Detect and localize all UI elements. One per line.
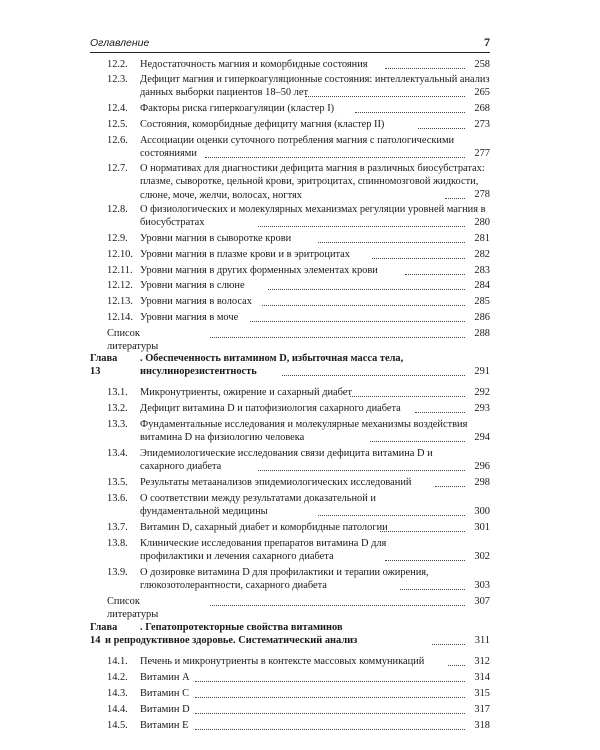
toc-entry-number: 12.5. [107,119,128,130]
toc-entry-number: 13.5. [107,477,128,488]
dot-leader [250,321,465,322]
toc-entry-page: 292 [474,387,490,398]
toc-entry-page: 278 [474,189,490,200]
references-title: Список литературы [107,328,159,353]
running-header [90,36,490,53]
toc-entry-number: 12.8. [107,204,128,215]
dot-leader [385,560,465,561]
dot-leader [305,96,465,97]
dot-leader [195,681,465,682]
chapter-page: 311 [474,635,490,646]
toc-entry-page: 317 [474,704,490,715]
dot-leader [318,515,465,516]
dot-leader [448,665,465,666]
toc-entry-page: 281 [474,233,490,244]
toc-entry-title: Эпидемиологические исследования связи дефицита витамина D и сахарного диабета [140,448,433,473]
toc-entry-page: 293 [474,403,490,414]
toc-entry-title: Витамин A [140,672,190,683]
toc-entry-page: 315 [474,688,490,699]
dot-leader [262,305,465,306]
toc-entry-page: 300 [474,506,490,517]
toc-entry-number: 13.4. [107,448,128,459]
dot-leader [400,589,465,590]
toc-entry-number: 12.12. [107,280,133,291]
toc-entry-page: 265 [474,87,490,98]
dot-leader [435,486,465,487]
toc-entry-page: 280 [474,217,490,228]
toc-entry-title: Витамин E [140,720,189,731]
toc-entry-page: 298 [474,477,490,488]
references-page: 288 [474,328,490,339]
dot-leader [432,644,465,645]
toc-entry-title: Уровни магния в моче [140,312,239,323]
toc-entry-title: Клинические исследования препаратов витамина D для профилактики и лечения сахарного диабета [140,538,387,563]
dot-leader [445,198,465,199]
toc-entry-title: Фундаментальные исследования и молекулярные механизмы воздействия витамина D на физиологию человека [140,419,468,444]
toc-entry-number: 14.3. [107,688,128,699]
toc-entry-title: Витамин D [140,704,190,715]
toc-entry-title: Уровни магния в слюне [140,280,245,291]
dot-leader [385,68,465,69]
dot-leader [258,226,465,227]
toc-entry-page: 318 [474,720,490,731]
toc-entry-page: 314 [474,672,490,683]
toc-entry-number: 12.9. [107,233,128,244]
toc-entry-page: 273 [474,119,490,130]
dot-leader [268,289,465,290]
toc-entry-page: 277 [474,148,490,159]
dot-leader [210,337,465,338]
toc-entry-title: Дефицит витамина D и патофизиология сахарного диабета [140,403,401,414]
dot-leader [195,697,465,698]
toc-entry-number: 12.10. [107,249,133,260]
toc-entry-title: Витамин C [140,688,189,699]
dot-leader [318,242,465,243]
toc-entry-number: 12.14. [107,312,133,323]
toc-entry-number: 14.4. [107,704,128,715]
toc-entry-title: Микронутриенты, ожирение и сахарный диабет [140,387,352,398]
toc-entry-number: 14.5. [107,720,128,731]
toc-entry-number: 12.4. [107,103,128,114]
toc-entry-title: Факторы риска гиперкоагуляции (кластер I) [140,103,335,114]
toc-entry-title: О соответствии между результатами доказательной и фундаментальной медицины [140,493,376,518]
toc-entry-number: 12.2. [107,59,128,70]
toc-entry-page: 303 [474,580,490,591]
toc-entry-number: 12.3. [107,74,128,85]
page-number: 7 [484,35,490,49]
dot-leader [380,531,465,532]
toc-entry-page: 268 [474,103,490,114]
chapter-title-line1: . Гепатопротекторные свойства витаминов [140,622,343,633]
toc-entry-number: 14.2. [107,672,128,683]
toc-entry-number: 13.2. [107,403,128,414]
toc-entry-page: 302 [474,551,490,562]
toc-entry-page: 284 [474,280,490,291]
chapter-title-line2: и репродуктивное здоровье. Систематический анализ [105,635,358,646]
toc-entry-page: 301 [474,522,490,533]
dot-leader [205,157,465,158]
toc-entry-title: Состояния, коморбидные дефициту магния (кластер II) [140,119,385,130]
dot-leader [195,729,465,730]
running-header-title: Оглавление [90,37,150,49]
toc-entry-page: 285 [474,296,490,307]
toc-entry-number: 13.9. [107,567,128,578]
dot-leader [355,112,465,113]
dot-leader [418,128,465,129]
chapter-label: Глава 14 [90,622,118,647]
toc-entry-page: 283 [474,265,490,276]
toc-entry-page: 312 [474,656,490,667]
toc-entry-title: Уровни магния в сыворотке крови [140,233,292,244]
toc-entry-page: 282 [474,249,490,260]
references-page: 307 [474,596,490,607]
toc-entry-number: 14.1. [107,656,128,667]
toc-entry-number: 12.13. [107,296,133,307]
toc-entry-title: О дозировке витамина D для профилактики и терапии ожирения, глюкозотолерантности, сахарного диабета [140,567,429,592]
toc-entry-number: 12.11. [107,265,133,276]
chapter-label: Глава 13 [90,353,118,378]
chapter-page: 291 [474,366,490,377]
toc-entry-title: Уровни магния в других форменных элементах крови [140,265,378,276]
toc-entry-title: Ассоциации оценки суточного потребления магния с патологическими состояниями [140,135,455,160]
toc-entry-number: 13.6. [107,493,128,504]
dot-leader [415,412,465,413]
toc-entry-number: 12.7. [107,163,128,174]
toc-entry-title: Дефицит магния и гиперкоагуляционные состояния: интеллектуальный анализ данных выборки пациентов 18–50 лет [140,74,490,99]
toc-entry-title: Недостаточность магния и коморбидные состояния [140,59,368,70]
dot-leader [372,258,465,259]
toc-entry-number: 13.8. [107,538,128,549]
toc-entry-title: Витамин D, сахарный диабет и коморбидные патологии [140,522,388,533]
dot-leader [405,274,465,275]
toc-entry-title: Печень и микронутриенты в контексте массовых коммуникаций [140,656,425,667]
toc-entry-number: 12.6. [107,135,128,146]
chapter-title-line1: . Обеспеченность витамином D, избыточная масса тела, [140,353,404,364]
dot-leader [282,375,465,376]
toc-entry-title: Уровни магния в волосах [140,296,252,307]
toc-entry-title: Уровни магния в плазме крови и в эритроцитах [140,249,350,260]
toc-entry-number: 13.7. [107,522,128,533]
toc-entry-page: 286 [474,312,490,323]
dot-leader [258,470,465,471]
toc-entry-page: 294 [474,432,490,443]
toc-entry-number: 13.3. [107,419,128,430]
chapter-title-line2: инсулинорезистентность [140,366,257,377]
toc-entry-page: 296 [474,461,490,472]
dot-leader [195,713,465,714]
toc-entry-number: 13.1. [107,387,128,398]
dot-leader [350,396,465,397]
references-title: Список литературы [107,596,159,621]
toc-entry-page: 258 [474,59,490,70]
toc-entry-title: О физиологических и молекулярных механизмах регуляции уровней магния в биосубстратах [140,204,486,229]
toc-entry-title: О нормативах для диагностики дефицита магния в различных биосубстратах: плазме, сыворотке, цельной крови, эритроцитах, спинномозговой жидкости, слюне, моче, желчи, волосах, ногтях [140,163,485,201]
toc-entry-title: Результаты метаанализов эпидемиологических исследований [140,477,412,488]
dot-leader [370,441,465,442]
dot-leader [210,605,465,606]
